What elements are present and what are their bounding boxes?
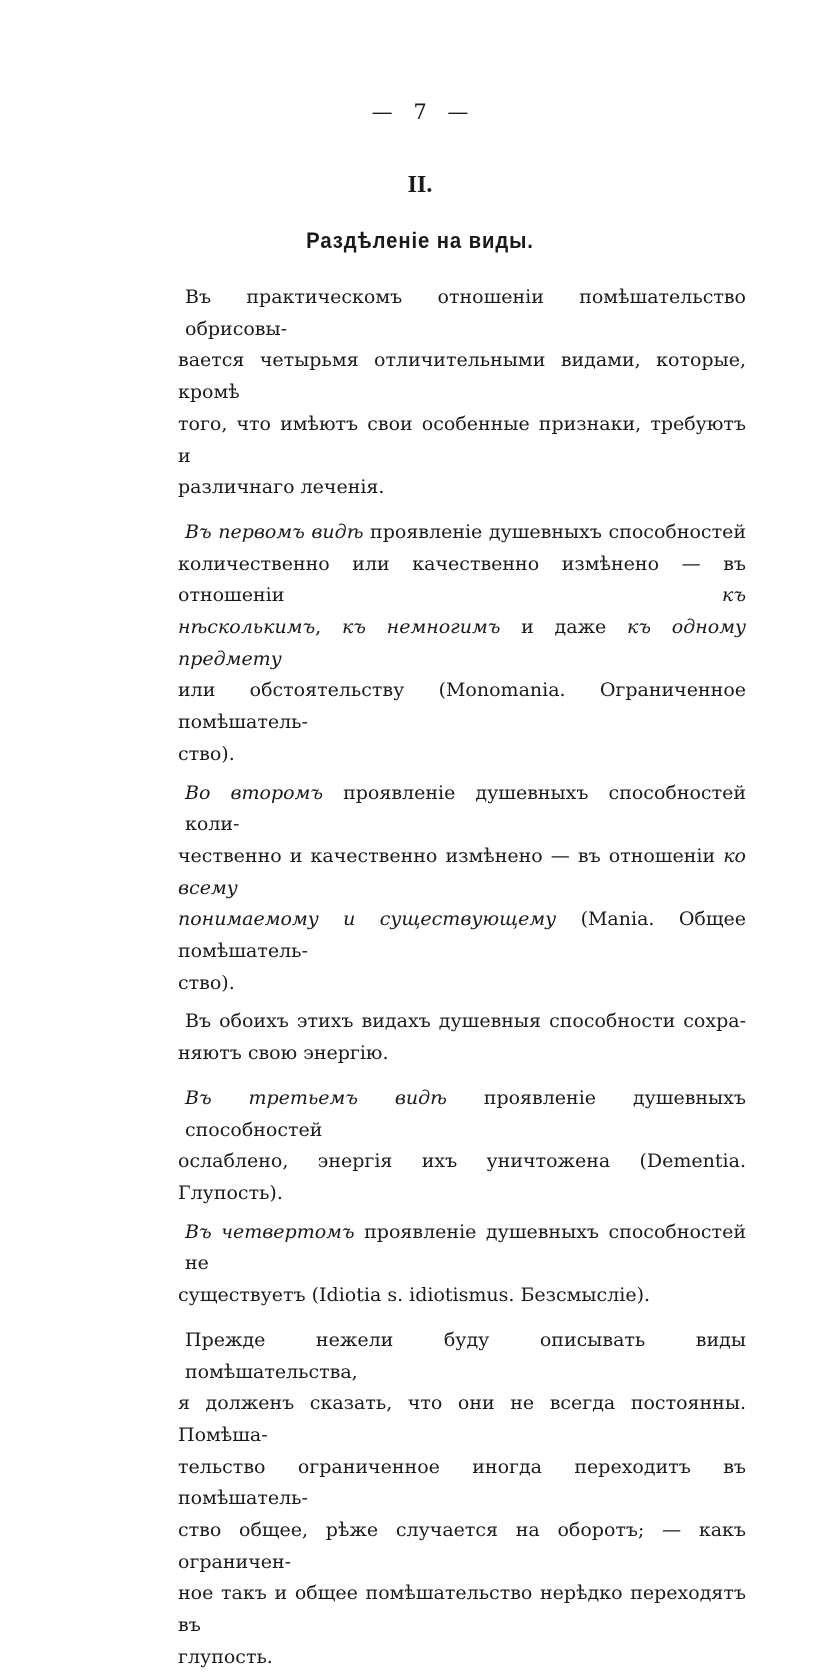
italic-phrase: ко всему	[178, 844, 746, 899]
italic-phrase: понимаемому и существующему	[178, 908, 557, 931]
text-run: чественно и качественно измѣнено — въ отношеніи	[178, 844, 724, 867]
text-line	[178, 549, 746, 612]
italic-phrase: Въ первомъ видѣ	[185, 520, 364, 543]
text-run: проявленіе душевныхъ способностей не	[185, 1220, 746, 1275]
text-run: количественно или качественно измѣнено — въ отношеніи	[178, 552, 746, 607]
text-line: ослаблено, энергія ихъ уничтожена (Dementia. Глупость).	[178, 1150, 746, 1204]
chapter-number: II.	[407, 172, 433, 198]
text-line: я долженъ сказать, что они не всегда постоянны. Помѣша-	[178, 1392, 746, 1446]
text-line: ство общее, рѣже случается на оборотъ; — какъ ограничен-	[178, 1519, 746, 1573]
text-line	[178, 517, 746, 549]
text-line: глупость.	[178, 1645, 273, 1668]
italic-phrase: Въ четвертомъ	[185, 1220, 355, 1243]
text-line: няютъ свою энергію.	[178, 1042, 389, 1065]
text-line: Въ обоихъ этихъ видахъ душевныя способности сохра-	[185, 1010, 746, 1033]
italic-phrase: къ немногимъ	[341, 616, 501, 639]
text-run: ,	[315, 616, 342, 639]
italic-phrase: къ	[721, 584, 746, 607]
text-line	[178, 904, 746, 967]
body-text	[178, 282, 746, 1674]
text-run: проявленіе душевныхъ способностей	[363, 520, 746, 543]
italic-phrase: къ одному предмету	[178, 616, 746, 670]
paragraph-1	[178, 282, 746, 504]
text-line: ство).	[178, 971, 235, 994]
text-line: тельство ограниченное иногда переходитъ въ помѣшатель-	[178, 1455, 746, 1510]
section-heading: Раздѣленіе на виды.	[306, 228, 534, 253]
text-line: ство).	[178, 742, 235, 765]
text-line	[178, 841, 746, 904]
text-line: существуетъ (Idiotia s. idiotismus. Безсмысліе).	[178, 1284, 651, 1307]
italic-phrase: нѣсколькимъ	[178, 616, 316, 639]
text-line	[178, 612, 746, 675]
page-number: — 7 —	[371, 100, 469, 124]
paragraph-3	[178, 778, 746, 1000]
text-run: проявленіе душевныхъ способностей коли-	[185, 781, 746, 836]
text-run: проявленіе душевныхъ способностей	[185, 1086, 746, 1141]
italic-phrase: Въ третьемъ видѣ	[185, 1086, 447, 1109]
text-line	[178, 1217, 746, 1280]
text-line: того, что имѣютъ свои особенные признаки, требуютъ и	[178, 412, 746, 467]
text-line	[178, 1083, 746, 1146]
text-run: (Mania. Общее помѣшатель-	[178, 908, 746, 963]
italic-phrase: Во второмъ	[185, 781, 324, 804]
text-line: различнаго леченія.	[178, 476, 385, 499]
text-line: вается четырьмя отличительными видами, которые, кромѣ	[178, 349, 746, 404]
text-line: Въ практическомъ отношеніи помѣшательство обрисовы-	[185, 286, 746, 340]
paragraph-2	[178, 517, 746, 771]
text-line: Прежде нежели буду описывать виды помѣшательства,	[185, 1328, 746, 1383]
text-run: и даже	[500, 616, 628, 639]
paragraph-4	[178, 1006, 746, 1069]
text-line	[178, 778, 746, 841]
text-line: ное такъ и общее помѣшательство нерѣдко переходятъ въ	[178, 1582, 746, 1637]
text-line: или обстоятельству (Monomania. Ограниченное помѣшатель-	[178, 679, 746, 734]
paragraph-6	[178, 1217, 746, 1312]
paragraph-7	[178, 1325, 746, 1674]
